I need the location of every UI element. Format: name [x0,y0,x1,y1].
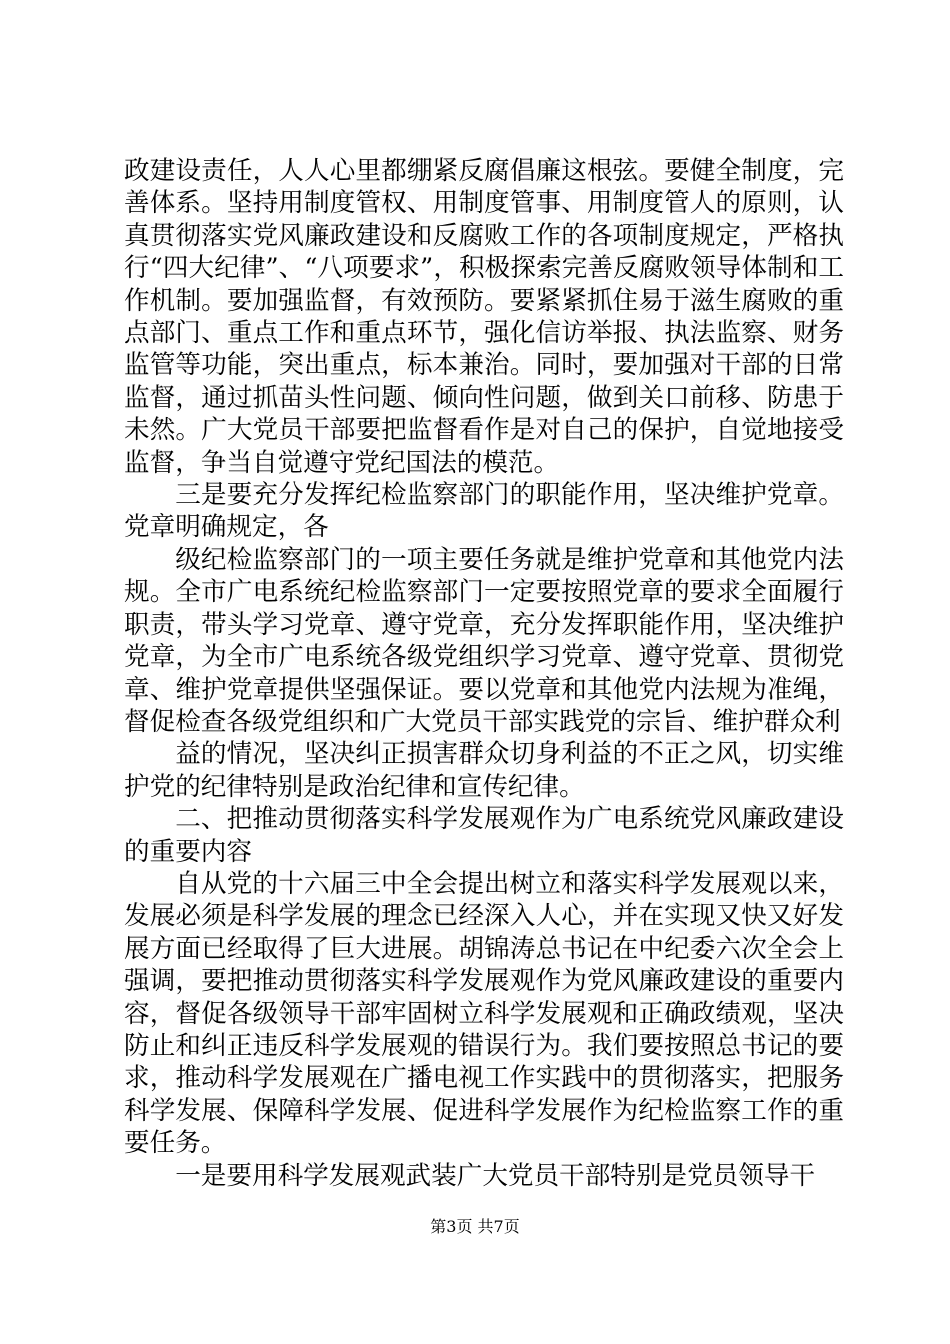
page-number-footer: 第3页 共7页 [430,1217,520,1236]
paragraph-scientific-development: 自从党的十六届三中全会提出树立和落实科学发展观以来，发展必须是科学发展的理念已经深入人心，并在实现又快又好发展方面已经取得了巨大进展。胡锦涛总书记在中纪委六次全会上强调，要把推动贯彻落实科学发展观作为党风廉政建设的重要内容，督促各级领导干部牢固树立科学发展观和正确政绩观，坚决防止和纠正违反科学发展观的错误行为。我们要按照总书记的要求，推动科学发展观在广播电视工作实践中的贯彻落实，把服务科学发展、保障科学发展、促进科学发展作为纪检监察工作的重要任务。 [124,868,844,1159]
paragraph-point-one: 一是要用科学发展观武装广大党员干部特别是党员领导干 [175,1160,816,1191]
paragraph-mass-interests: 益的情况，坚决纠正损害群众切身利益的不正之风，切实维护党的纪律特别是政治纪律和宣传纪律。 [124,739,844,802]
paragraph-point-three: 三是要充分发挥纪检监察部门的职能作用，坚决维护党章。党章明确规定，各 [124,480,844,543]
paragraph-party-constitution: 级纪检监察部门的一项主要任务就是维护党章和其他党内法规。全市广电系统纪检监察部门一定要按照党章的要求全面履行职责，带头学习党章、遵守党章，充分发挥职能作用，坚决维护党章，为全市广电系统各级党组织学习党章、遵守党章、贯彻党章、维护党章提供坚强保证。要以党章和其他党内法规为准绳，督促检查各级党组织和广大党员干部实践党的宗旨、维护群众利 [124,544,844,737]
document-body [124,155,844,1192]
paragraph-continuation: 政建设责任，人人心里都绷紧反腐倡廉这根弦。要健全制度，完善体系。坚持用制度管权、用制度管事、用制度管人的原则，认真贯彻落实党风廉政建设和反腐败工作的各项制度规定，严格执行“四大纪律”、“八项要求”，积极探索完善反腐败领导体制和工作机制。要加强监督，有效预防。要紧紧抓住易于滋生腐败的重点部门、重点工作和重点环节，强化信访举报、执法监察、财务监管等功能，突出重点，标本兼治。同时，要加强对干部的日常监督，通过抓苗头性问题、倾向性问题，做到关口前移、防患于未然。广大党员干部要把监督看作是对自己的保护，自觉地接受监督，争当自觉遵守党纪国法的模范。 [124,156,844,478]
section-heading-two: 二、把推动贯彻落实科学发展观作为广电系统党风廉政建设的重要内容 [124,804,844,867]
